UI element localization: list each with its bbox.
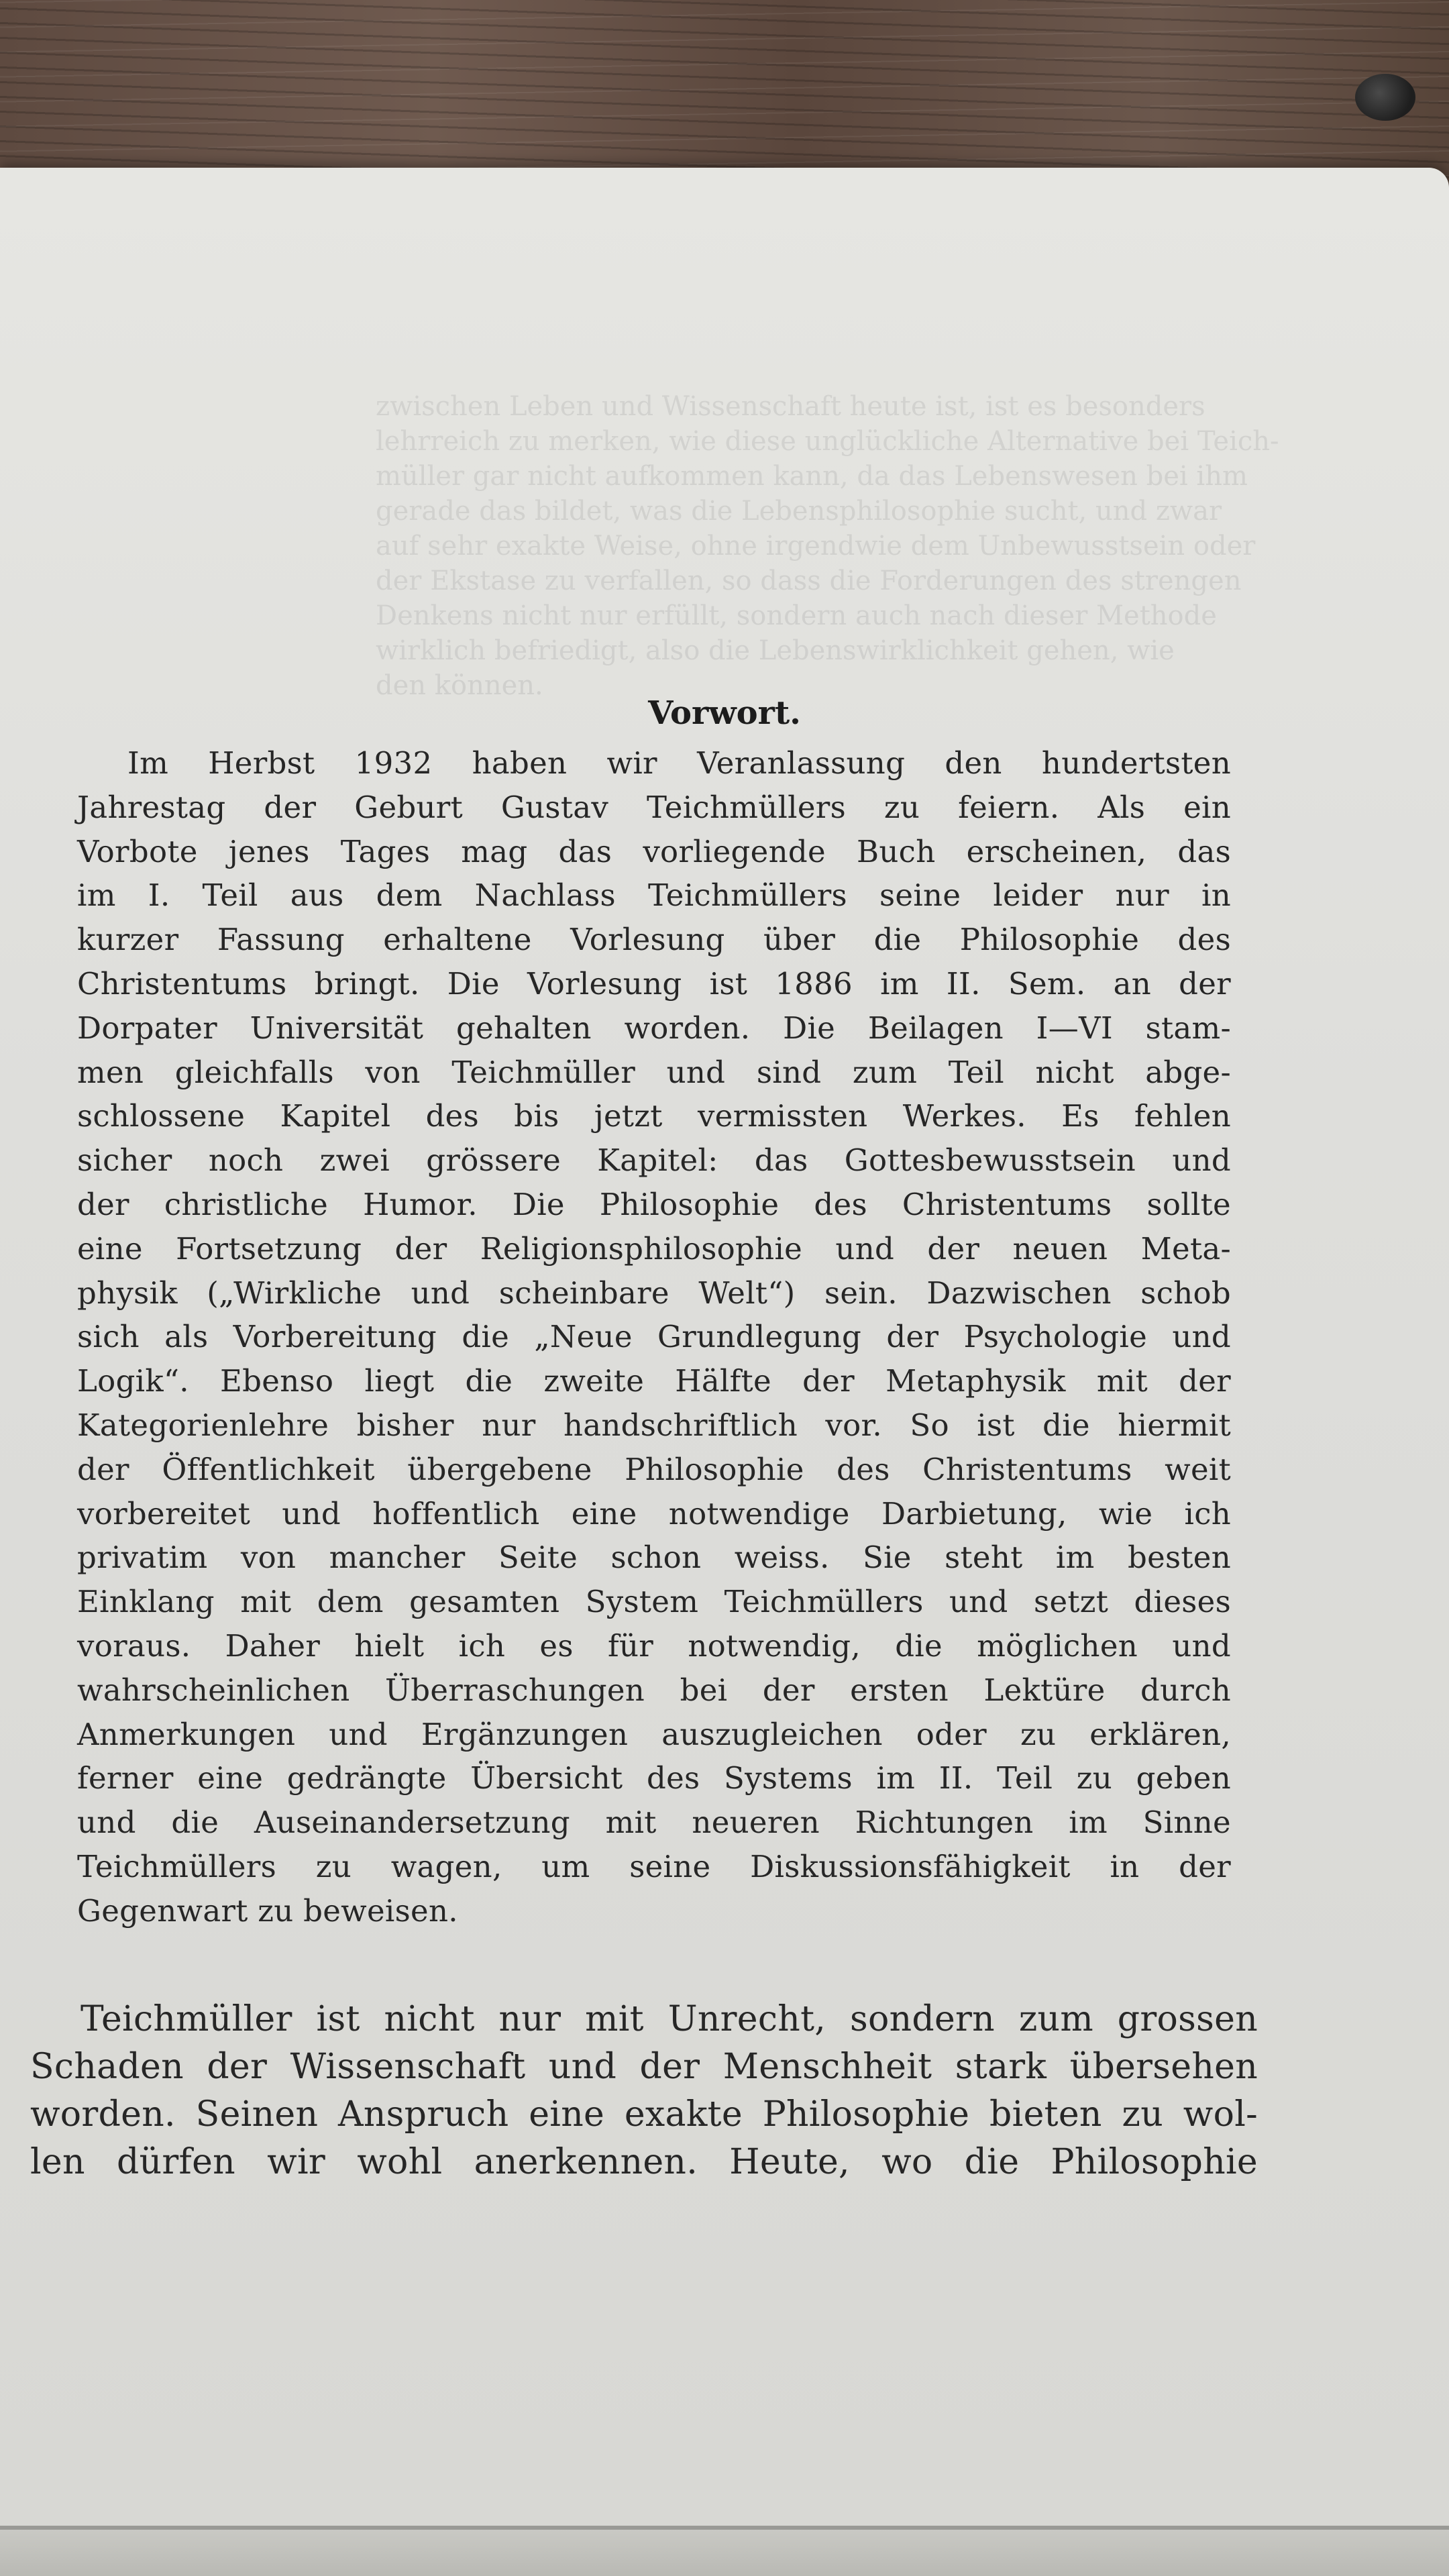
- text-line: Im Herbst 1932 haben wir Veranlassung den hundertsten: [127, 745, 1231, 781]
- show-through-text: [376, 389, 1348, 703]
- page-heading: Vorwort.: [648, 694, 801, 732]
- text-line: Gegenwart zu beweisen.: [77, 1892, 458, 1929]
- text-line: men gleichfalls von Teichmüller und sind zum Teil nicht abge-: [77, 1054, 1231, 1090]
- show-through-line: müller gar nicht aufkommen kann, da das Lebenswesen bei ihm: [376, 461, 1248, 492]
- paragraph-2: [30, 1996, 1258, 2186]
- show-through-line: gerade das bildet, was die Lebensphilosophie sucht, und zwar: [376, 496, 1222, 527]
- text-line: sicher noch zwei grössere Kapitel: das Gottesbewusstsein und: [77, 1142, 1231, 1179]
- text-line: eine Fortsetzung der Religionsphilosophie und der neuen Meta-: [77, 1230, 1231, 1267]
- show-through-line: Denkens nicht nur erfüllt, sondern auch nach dieser Methode: [376, 600, 1217, 631]
- show-through-line: zwischen Leben und Wissenschaft heute ist, ist es besonders: [376, 391, 1205, 422]
- text-line: kurzer Fassung erhaltene Vorlesung über die Philosophie des: [77, 922, 1231, 958]
- text-line: im I. Teil aus dem Nachlass Teichmüllers seine leider nur in: [77, 877, 1231, 914]
- text-line: Teichmüllers zu wagen, um seine Diskussionsfähigkeit in der: [77, 1848, 1231, 1884]
- text-line: Teichmüller ist nicht nur mit Unrecht, sondern zum grossen: [80, 1999, 1258, 2039]
- text-line: Anmerkungen und Ergänzungen auszugleichen oder zu erklären,: [77, 1716, 1231, 1752]
- text-line: Einklang mit dem gesamten System Teichmüllers und setzt dieses: [77, 1584, 1231, 1620]
- show-through-line: auf sehr exakte Weise, ohne irgendwie dem Unbewusstsein oder: [376, 531, 1256, 561]
- text-line: Vorbote jenes Tages mag das vorliegende Buch erscheinen, das: [77, 833, 1231, 869]
- text-line: sich als Vorbereitung die „Neue Grundlegung der Psychologie und: [77, 1319, 1231, 1355]
- text-line: ferner eine gedrängte Übersicht des Systems im II. Teil zu geben: [77, 1760, 1231, 1796]
- text-line: Dorpater Universität gehalten worden. Die Beilagen I—VI stam-: [77, 1010, 1231, 1046]
- text-line: Jahrestag der Geburt Gustav Teichmüllers zu feiern. Als ein: [77, 789, 1231, 825]
- text-line: wahrscheinlichen Überraschungen bei der ersten Lektüre durch: [77, 1672, 1231, 1708]
- show-through-line: den können.: [376, 670, 543, 701]
- next-page-edge: [0, 2530, 1449, 2576]
- text-line: Schaden der Wissenschaft und der Menschheit stark übersehen: [30, 2047, 1258, 2087]
- nail-head: [1355, 74, 1415, 121]
- text-line: der christliche Humor. Die Philosophie des Christentums sollte: [77, 1186, 1231, 1222]
- text-line: und die Auseinandersetzung mit neueren Richtungen im Sinne: [77, 1805, 1231, 1841]
- text-line: der Öffentlichkeit übergebene Philosophie des Christentums weit: [77, 1451, 1231, 1487]
- text-line: schlossene Kapitel des bis jetzt vermissten Werkes. Es fehlen: [77, 1098, 1231, 1134]
- text-line: vorbereitet und hoffentlich eine notwendige Darbietung, wie ich: [77, 1495, 1231, 1532]
- text-line: physik („Wirkliche und scheinbare Welt“) sein. Dazwischen schob: [77, 1275, 1231, 1311]
- text-line: len dürfen wir wohl anerkennen. Heute, wo die Philosophie: [30, 2142, 1258, 2182]
- text-line: worden. Seinen Anspruch eine exakte Philosophie bieten zu wol-: [30, 2094, 1258, 2135]
- text-line: Kategorienlehre bisher nur handschriftlich vor. So ist die hiermit: [77, 1407, 1231, 1443]
- text-line: Logik“. Ebenso liegt die zweite Hälfte der Metaphysik mit der: [77, 1363, 1231, 1399]
- show-through-line: der Ekstase zu verfallen, so dass die Forderungen des strengen: [376, 566, 1242, 596]
- paragraph-1: [77, 741, 1231, 1933]
- text-line: voraus. Daher hielt ich es für notwendig, die möglichen und: [77, 1627, 1231, 1664]
- text-line: privatim von mancher Seite schon weiss. Sie steht im besten: [77, 1540, 1231, 1576]
- show-through-line: wirklich befriedigt, also die Lebenswirklichkeit gehen, wie: [376, 635, 1175, 666]
- show-through-line: lehrreich zu merken, wie diese unglückliche Alternative bei Teich-: [376, 426, 1279, 457]
- text-line: Christentums bringt. Die Vorlesung ist 1886 im II. Sem. an der: [77, 965, 1231, 1002]
